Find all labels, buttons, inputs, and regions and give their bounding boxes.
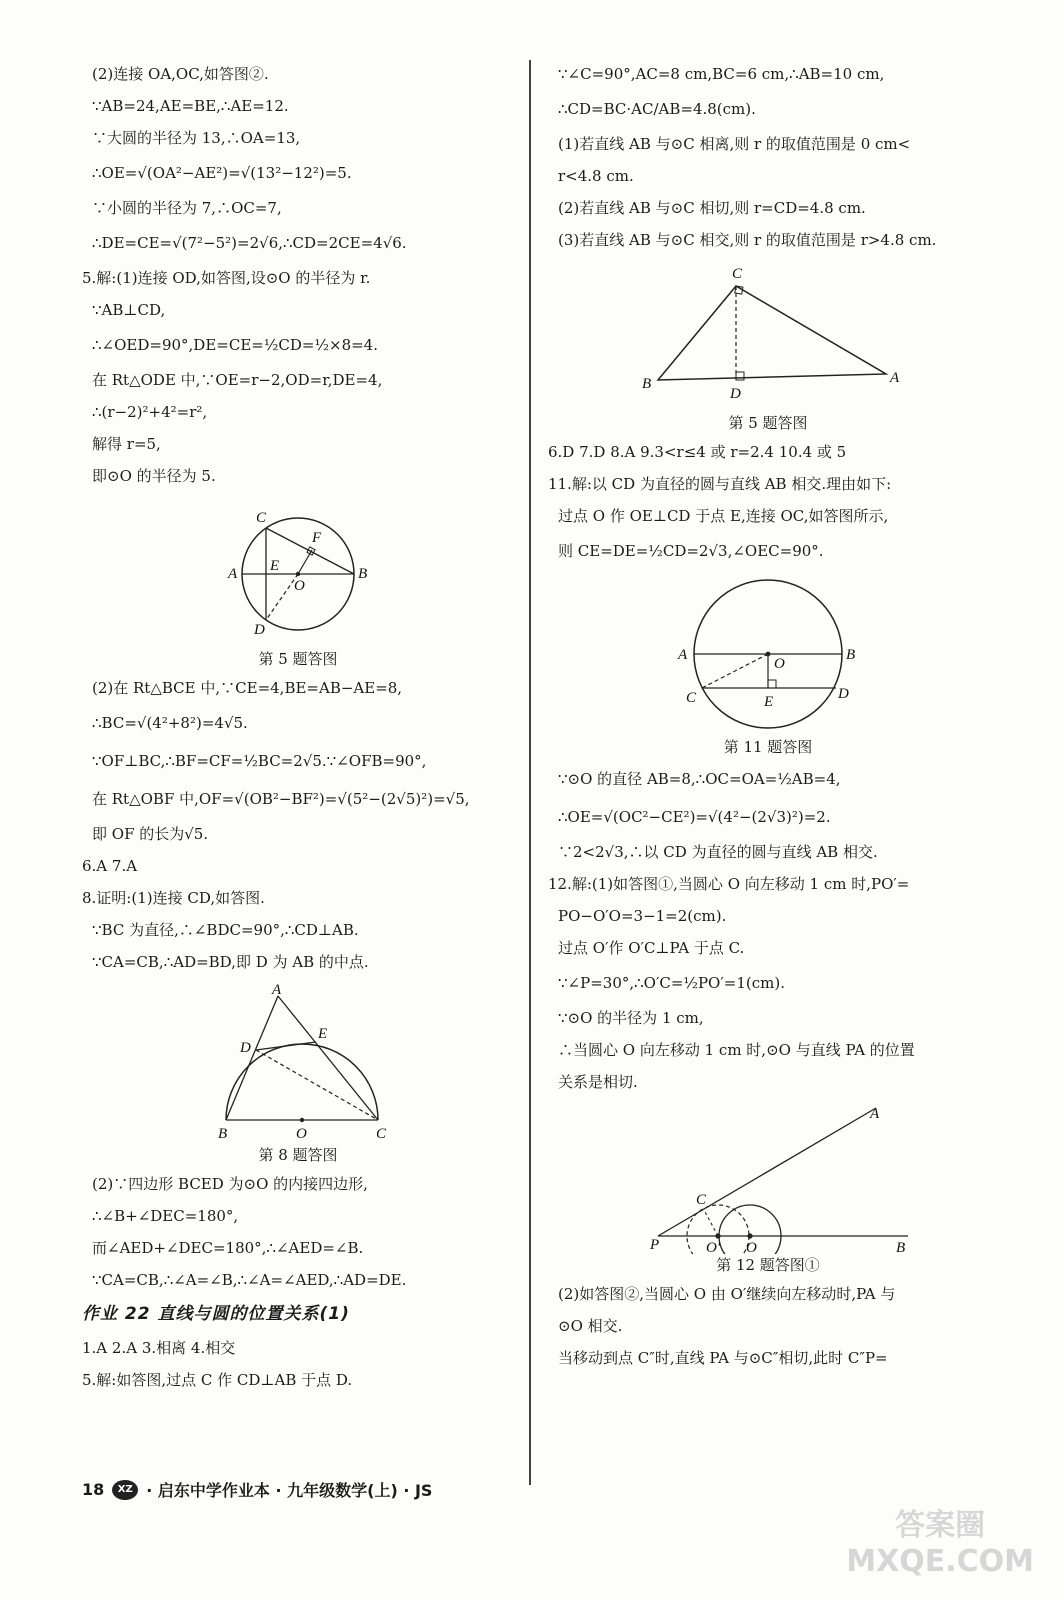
text-line: ∴当圆心 O 向左移动 1 cm 时,⊙O 与直线 PA 的位置 xyxy=(558,1041,915,1059)
text-line: ∵BC 为直径,∴∠BDC=90°,∴CD⊥AB. xyxy=(92,921,359,939)
text-line: ∴(r−2)²+4²=r², xyxy=(92,403,208,421)
text-line: ∴OE=√(OA²−AE²)=√(13²−12²)=5. xyxy=(92,164,352,182)
point-label: B xyxy=(218,1126,228,1142)
text-line: 5.解:(1)连接 OD,如答图,设⊙O 的半径为 r. xyxy=(82,269,371,287)
text-line: (3)若直线 AB 与⊙C 相交,则 r 的取值范围是 r>4.8 cm. xyxy=(558,231,937,249)
left-bottom-block xyxy=(82,1174,514,1302)
point-label: A xyxy=(272,984,282,998)
page-number: 18 xyxy=(82,1480,105,1499)
text-line: ∴CD=BC·AC/AB=4.8(cm). xyxy=(558,100,756,118)
text-line: (1)若直线 AB 与⊙C 相离,则 r 的取值范围是 0 cm< xyxy=(558,135,911,153)
point-label: O xyxy=(774,656,785,672)
text-line: ∵AB=24,AE=BE,∴AE=12. xyxy=(92,97,289,115)
text-line: 在 Rt△OBF 中,OF=√(OB²−BF²)=√(5²−(2√5)²)=√5, xyxy=(92,790,470,808)
text-line: ∴∠OED=90°,DE=CE=½CD=½×8=4. xyxy=(92,336,378,354)
watermark-logo: 答案圈 MXQE.COM xyxy=(846,1508,1034,1579)
text-line: 而∠AED+∠DEC=180°,∴∠AED=∠B. xyxy=(92,1239,364,1257)
text-line: 即⊙O 的半径为 5. xyxy=(92,467,216,485)
figure-5b-triangle xyxy=(548,262,988,412)
point-label: P xyxy=(650,1237,660,1253)
text-line: ∴∠B+∠DEC=180°, xyxy=(92,1207,239,1225)
text-line: ∵CA=CB,∴∠A=∠B,∴∠A=∠AED,∴AD=DE. xyxy=(92,1271,407,1289)
point-label: O' xyxy=(706,1240,721,1254)
point-label: O xyxy=(294,578,305,594)
figure-caption: 第 11 题答图 xyxy=(723,738,813,756)
text-line: ∵∠P=30°,∴O′C=½PO′=1(cm). xyxy=(558,974,785,992)
point-label: C xyxy=(696,1192,707,1208)
point-label: B xyxy=(896,1240,906,1254)
point-label: A xyxy=(870,1106,880,1122)
point-label: E xyxy=(270,558,280,574)
text-line: 即 OF 的长为√5. xyxy=(92,825,209,843)
point-label: D xyxy=(730,386,741,402)
point-label: B xyxy=(642,376,652,392)
point-label: B xyxy=(846,647,856,663)
right-mid2-block xyxy=(548,766,988,1104)
text-line: 6.D 7.D 8.A 9.3<r≤4 或 r=2.4 10.4 或 5 xyxy=(548,443,847,461)
point-label: A xyxy=(228,566,238,582)
text-line: (2)连接 OA,OC,如答图②. xyxy=(92,65,269,83)
point-label: A xyxy=(890,370,900,386)
left-top-block xyxy=(82,64,514,498)
text-line: ∵⊙O 的半径为 1 cm, xyxy=(558,1009,704,1027)
point-label: O xyxy=(746,1240,757,1254)
text-line: ∵⊙O 的直径 AB=8,∴OC=OA=½AB=4, xyxy=(558,770,841,788)
point-label: D xyxy=(254,622,265,638)
text-line: 过点 O′作 O′C⊥PA 于点 C. xyxy=(558,939,745,957)
left-column xyxy=(82,64,514,1402)
text-line: ∵OF⊥BC,∴BF=CF=½BC=2√5.∵∠OFB=90°, xyxy=(92,752,427,770)
text-line: (2)∵四边形 BCED 为⊙O 的内接四边形, xyxy=(92,1175,368,1193)
figure-caption: 第 5 题答图 xyxy=(728,414,808,432)
text-line: r<4.8 cm. xyxy=(558,167,634,185)
text-line: 6.A 7.A xyxy=(82,857,138,875)
point-label: C xyxy=(686,690,697,706)
point-label: E xyxy=(764,694,774,710)
figure-caption: 第 12 题答图① xyxy=(716,1256,820,1274)
point-label: A xyxy=(678,647,688,663)
right-column xyxy=(548,64,988,1380)
point-label: O xyxy=(296,1126,307,1142)
point-label: C xyxy=(376,1126,387,1142)
text-line: (2)若直线 AB 与⊙C 相切,则 r=CD=4.8 cm. xyxy=(558,199,866,217)
text-line: ∵∠C=90°,AC=8 cm,BC=6 cm,∴AB=10 cm, xyxy=(558,65,885,83)
text-line: 5.解:如答图,过点 C 作 CD⊥AB 于点 D. xyxy=(82,1371,353,1389)
text-line: 关系是相切. xyxy=(558,1073,638,1091)
figure-11-circle xyxy=(548,576,988,736)
text-line: ∴OE=√(OC²−CE²)=√(4²−(2√3)²)=2. xyxy=(558,808,831,826)
page-footer xyxy=(82,1478,432,1501)
point-label: E xyxy=(318,1026,328,1042)
figure-caption: 第 5 题答图 xyxy=(258,650,338,668)
text-line: 12.解:(1)如答图①,当圆心 O 向左移动 1 cm 时,PO′= xyxy=(548,875,910,893)
text-line: ⊙O 相交. xyxy=(558,1317,623,1335)
text-line: ∵小圆的半径为 7,∴OC=7, xyxy=(92,199,282,217)
text-line: ∴DE=CE=√(7²−5²)=2√6,∴CD=2CE=4√6. xyxy=(92,234,407,252)
figure-caption: 第 8 题答图 xyxy=(258,1146,338,1164)
publisher-logo-icon: XZ xyxy=(112,1480,138,1500)
text-line: 8.证明:(1)连接 CD,如答图. xyxy=(82,889,265,907)
text-line: 1.A 2.A 3.相离 4.相交 xyxy=(82,1339,236,1357)
text-line: ∵大圆的半径为 13,∴OA=13, xyxy=(92,129,301,147)
right-end-block xyxy=(548,1284,988,1380)
text-line: 过点 O 作 OE⊥CD 于点 E,连接 OC,如答图所示, xyxy=(558,507,889,525)
homework-title: 作业 22 直线与圆的位置关系(1) xyxy=(82,1304,350,1324)
point-label: C xyxy=(256,510,267,526)
text-line: ∴BC=√(4²+8²)=4√5. xyxy=(92,714,248,732)
text-line: PO−O′O=3−1=2(cm). xyxy=(558,907,727,925)
book-title: · 启东中学作业本 · 九年级数学(上) · JS xyxy=(146,1481,433,1500)
text-line: 在 Rt△ODE 中,∵OE=r−2,OD=r,DE=4, xyxy=(92,371,383,389)
text-line: (2)如答图②,当圆心 O 由 O′继续向左移动时,PA 与 xyxy=(558,1285,896,1303)
figure-12-line-circles xyxy=(548,1104,988,1254)
column-divider xyxy=(529,60,531,1485)
point-label: D xyxy=(838,686,849,702)
right-mid-block xyxy=(548,442,988,576)
text-line: (2)在 Rt△BCE 中,∵CE=4,BE=AB−AE=8, xyxy=(92,679,403,697)
figure-8-semicircle xyxy=(82,984,514,1144)
right-top-block xyxy=(548,64,988,262)
figure-5-circle xyxy=(82,498,514,648)
left-mid-block xyxy=(82,678,514,984)
text-line: ∵CA=CB,∴AD=BD,即 D 为 AB 的中点. xyxy=(92,953,369,971)
point-label: C xyxy=(732,266,743,282)
text-line: ∵2<2√3,∴以 CD 为直径的圆与直线 AB 相交. xyxy=(558,843,878,861)
text-line: ∵AB⊥CD, xyxy=(92,301,166,319)
text-line: 解得 r=5, xyxy=(92,435,161,453)
text-line: 则 CE=DE=½CD=2√3,∠OEC=90°. xyxy=(558,542,824,560)
point-label: D xyxy=(240,1040,251,1056)
point-label: B xyxy=(358,566,368,582)
point-label: F xyxy=(312,530,322,546)
text-line: 11.解:以 CD 为直径的圆与直线 AB 相交.理由如下: xyxy=(548,475,892,493)
text-line: 当移动到点 C″时,直线 PA 与⊙C″相切,此时 C″P= xyxy=(558,1349,888,1367)
